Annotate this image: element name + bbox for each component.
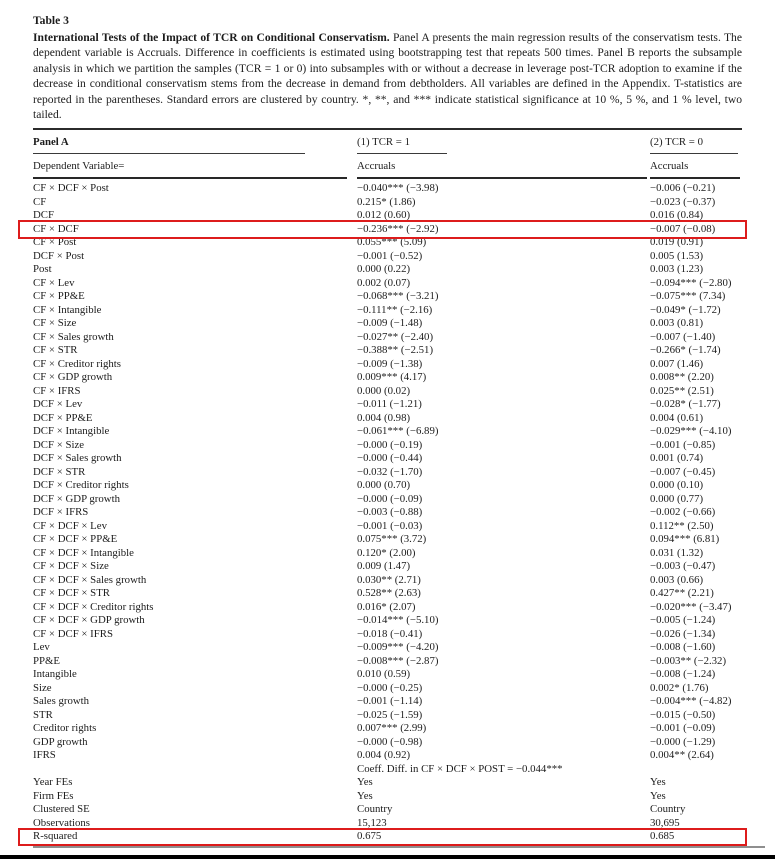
row-label: Intangible (33, 668, 77, 681)
row-value-tcr0: 0.019 (0.91) (650, 236, 704, 249)
table-row (33, 709, 742, 723)
row-label: CF × Intangible (33, 303, 102, 316)
row-value-tcr1: 0.528** (2.63) (357, 587, 421, 600)
row-value-tcr1: Yes (357, 789, 373, 802)
row-value-tcr0: −0.020*** (−3.47) (650, 600, 732, 613)
table-row (33, 668, 742, 682)
row-value-tcr1: 0.007*** (2.99) (357, 722, 427, 735)
row-value-tcr1: −0.009 (−1.38) (357, 357, 423, 370)
row-label: CF × DCF × Creditor rights (33, 600, 154, 613)
depvar-col1-cell (357, 154, 650, 179)
row-label: CF × DCF × Post (33, 182, 109, 195)
row-label: DCF × Size (33, 438, 85, 451)
row-label: IFRS (33, 749, 56, 762)
table-row (33, 506, 742, 520)
row-label: CF × DCF × GDP growth (33, 614, 145, 627)
row-label: CF × DCF × Intangible (33, 546, 134, 559)
table-caption (0, 0, 775, 122)
row-value-tcr1: −0.236*** (−2.92) (357, 222, 439, 235)
row-value-tcr1: −0.388** (−2.51) (357, 344, 434, 357)
row-value-tcr0: −0.007 (−0.08) (650, 222, 716, 235)
row-label: Firm FEs (33, 789, 74, 802)
table-row (33, 304, 742, 318)
table-row (33, 371, 742, 385)
header-cell-tcr1 (357, 129, 650, 154)
row-value-tcr1: 0.009*** (4.17) (357, 371, 427, 384)
row-label: DCF × Sales growth (33, 452, 122, 465)
table-row (33, 277, 742, 291)
row-value-tcr0: 0.003 (1.23) (650, 263, 704, 276)
row-label: CF × Sales growth (33, 330, 114, 343)
row-value-tcr1: 0.004 (0.98) (357, 411, 411, 424)
table-label: Table 3 (33, 14, 69, 27)
row-value-tcr0: −0.001 (−0.85) (650, 438, 716, 451)
row-value-tcr1: 15,123 (357, 816, 387, 829)
row-label: Year FEs (33, 776, 73, 789)
row-value-tcr0: 0.031 (1.32) (650, 546, 704, 559)
row-value-tcr1: 0.000 (0.22) (357, 263, 411, 276)
row-value-tcr0: −0.007 (−1.40) (650, 330, 716, 343)
table-row (33, 452, 742, 466)
row-value-tcr1: −0.009*** (−4.20) (357, 641, 439, 654)
row-label: CF (33, 195, 47, 208)
table-row (33, 817, 742, 831)
table-row (33, 398, 742, 412)
table-row (33, 749, 742, 763)
depvar-label-cell (33, 154, 357, 179)
row-label: DCF × IFRS (33, 506, 89, 519)
table-row (33, 587, 742, 601)
row-value-tcr1: −0.000 (−0.19) (357, 438, 423, 451)
row-label: GDP growth (33, 735, 88, 748)
row-value-tcr1: −0.000 (−0.44) (357, 452, 423, 465)
row-label: CF × DCF × Sales growth (33, 573, 147, 586)
row-value-tcr0: 0.001 (0.74) (650, 452, 704, 465)
table-row (33, 641, 742, 655)
row-value-tcr1: 0.004 (0.92) (357, 749, 411, 762)
table-row (33, 601, 742, 615)
row-label: CF × DCF × STR (33, 587, 110, 600)
table-row (33, 466, 742, 480)
row-value-tcr1: −0.003 (−0.88) (357, 506, 423, 519)
row-value-tcr1: −0.032 (−1.70) (357, 465, 423, 478)
row-label: Lev (33, 641, 50, 654)
row-value-tcr0: 0.005 (1.53) (650, 249, 704, 262)
row-value-tcr0: 0.025** (2.51) (650, 384, 714, 397)
caption-description: Panel A presents the main regression results of the conservatism tests. The dependent variable is Accruals. Difference in coefficients is estimated using bootstrapping test that repeats 500 times. Panel B reports the subsample analysis in which we partition the samples (TCR = 1 or 0) into subsamples with or without a decrease in leverage post-TCR adoption to examine if the decrease in conditional conservatism stems from the decrease in demand from debtholders. All variables are defined in the Appendix. T-statistics are reported in the parentheses. Standard errors are clustered by country. *, **, and *** indicate statistical significance at 10 %, 5 %, and 1 % level, two tailed. (33, 31, 742, 122)
row-value-tcr1: 0.002 (0.07) (357, 276, 411, 289)
row-value-tcr0: 0.000 (0.77) (650, 492, 704, 505)
table-row (33, 682, 742, 696)
table-row (33, 317, 742, 331)
table-row (33, 763, 742, 777)
table-row (33, 331, 742, 345)
table-row (33, 493, 742, 507)
row-value-tcr0: −0.015 (−0.50) (650, 708, 716, 721)
table-row (33, 425, 742, 439)
row-value-tcr1: −0.068*** (−3.21) (357, 290, 439, 303)
row-label: CF × Post (33, 236, 77, 249)
table-row (33, 290, 742, 304)
row-label: DCF × Creditor rights (33, 479, 129, 492)
row-value-tcr1: −0.001 (−0.52) (357, 249, 423, 262)
table-row (33, 385, 742, 399)
row-label: STR (33, 708, 53, 721)
row-value-tcr1: 0.215* (1.86) (357, 195, 416, 208)
table-row (33, 412, 742, 426)
table-row (33, 614, 742, 628)
regression-table (33, 128, 742, 844)
row-label: CF × DCF × PP&E (33, 533, 118, 546)
depvar-col2-cell (650, 154, 742, 179)
caption-title: International Tests of the Impact of TCR on Conditional Conservatism. (33, 31, 390, 44)
regression-table-wrap (33, 128, 775, 848)
row-value-tcr0: Country (650, 803, 686, 816)
table-row (33, 236, 742, 250)
row-value-tcr0: 0.008** (2.20) (650, 371, 714, 384)
row-label: CF × Size (33, 317, 77, 330)
row-label (33, 763, 357, 777)
row-label: CF × GDP growth (33, 371, 113, 384)
header-cell-panel (33, 129, 357, 154)
row-value-tcr0: 0.002* (1.76) (650, 681, 709, 694)
row-label: Clustered SE (33, 803, 90, 816)
row-value-tcr0: 0.427** (2.21) (650, 587, 714, 600)
row-label: CF × Creditor rights (33, 357, 121, 370)
row-value-tcr0: 0.016 (0.84) (650, 209, 704, 222)
row-label: Observations (33, 816, 90, 829)
row-value-tcr0: 0.112** (2.50) (650, 519, 714, 532)
row-value-tcr1: 0.030** (2.71) (357, 573, 421, 586)
row-value-tcr1: −0.000 (−0.25) (357, 681, 423, 694)
row-value-tcr1: 0.120* (2.00) (357, 546, 416, 559)
row-value-tcr1: −0.009 (−1.48) (357, 317, 423, 330)
table-row (33, 250, 742, 264)
row-value-tcr0: 0.000 (0.10) (650, 479, 704, 492)
row-value-tcr0: 30,695 (650, 816, 680, 829)
row-value-tcr0: −0.049* (−1.72) (650, 303, 721, 316)
row-value-tcr1: −0.014*** (−5.10) (357, 614, 439, 627)
caption-text (33, 30, 742, 122)
header-cell-tcr0 (650, 129, 742, 154)
table-row (33, 196, 742, 210)
row-value-tcr1: −0.001 (−0.03) (357, 519, 423, 532)
row-value-tcr0: 0.003 (0.66) (650, 573, 704, 586)
column-1-header: (1) TCR = 1 (357, 136, 410, 149)
row-value-tcr1: 0.012 (0.60) (357, 209, 411, 222)
row-value-tcr1: 0.009 (1.47) (357, 560, 411, 573)
row-value-tcr0: −0.002 (−0.66) (650, 506, 716, 519)
table-row (33, 695, 742, 709)
table-row (33, 776, 742, 790)
row-label: DCF × Intangible (33, 425, 110, 438)
table-row (33, 520, 742, 534)
row-value-tcr1: 0.675 (357, 830, 382, 843)
table-row (33, 209, 742, 223)
row-value-tcr0 (650, 763, 742, 777)
row-value-tcr0: −0.028* (−1.77) (650, 398, 721, 411)
row-value-tcr0: −0.008 (−1.60) (650, 641, 716, 654)
row-label: CF × Lev (33, 276, 75, 289)
row-label: CF × DCF × Lev (33, 519, 107, 532)
row-label: DCF × Lev (33, 398, 83, 411)
row-value-tcr1: 0.055*** (5.09) (357, 236, 427, 249)
row-value-tcr1: Country (357, 803, 393, 816)
table-row (33, 223, 742, 237)
row-value-tcr1: Coeff. Diff. in CF × DCF × POST = −0.044*** (357, 762, 563, 775)
row-value-tcr0: 0.003 (0.81) (650, 317, 704, 330)
table-row (33, 533, 742, 547)
row-value-tcr1: −0.040*** (−3.98) (357, 182, 439, 195)
row-label: CF × IFRS (33, 384, 81, 397)
row-label: Creditor rights (33, 722, 97, 735)
header-row-depvar (33, 154, 742, 179)
depvar-col2: Accruals (650, 160, 689, 173)
row-value-tcr0: −0.008 (−1.24) (650, 668, 716, 681)
table-bottom-rule (33, 846, 765, 848)
row-label: CF × DCF × IFRS (33, 627, 113, 640)
row-value-tcr1: 0.000 (0.70) (357, 479, 411, 492)
table-row (33, 790, 742, 804)
row-value-tcr1: 0.000 (0.02) (357, 384, 411, 397)
row-value-tcr1: 0.010 (0.59) (357, 668, 411, 681)
row-value-tcr1: −0.025 (−1.59) (357, 708, 423, 721)
depvar-label: Dependent Variable= (33, 160, 125, 173)
row-value-tcr0: 0.004 (0.61) (650, 411, 704, 424)
row-value-tcr1: −0.011 (−1.21) (357, 398, 422, 411)
row-value-tcr0: 0.094*** (6.81) (650, 533, 720, 546)
row-label: DCF × PP&E (33, 411, 93, 424)
table-row (33, 263, 742, 277)
row-value-tcr1: −0.000 (−0.98) (357, 735, 423, 748)
row-value-tcr0: −0.023 (−0.37) (650, 195, 716, 208)
row-label: DCF (33, 209, 55, 222)
table-body (33, 179, 742, 844)
row-value-tcr0: −0.094*** (−2.80) (650, 276, 732, 289)
table-row (33, 722, 742, 736)
row-value-tcr0: −0.000 (−1.29) (650, 735, 716, 748)
row-value-tcr1: −0.061*** (−6.89) (357, 425, 439, 438)
row-label: DCF × STR (33, 465, 86, 478)
row-value-tcr0: −0.001 (−0.09) (650, 722, 716, 735)
row-label: CF × DCF × Size (33, 560, 109, 573)
row-value-tcr1: −0.000 (−0.09) (357, 492, 423, 505)
row-label: Post (33, 263, 52, 276)
row-value-tcr0: −0.266* (−1.74) (650, 344, 721, 357)
header-row-panel (33, 129, 742, 154)
row-value-tcr0: Yes (650, 789, 666, 802)
table-row (33, 830, 742, 844)
table-row (33, 803, 742, 817)
row-value-tcr0: −0.026 (−1.34) (650, 627, 716, 640)
table-row (33, 439, 742, 453)
row-label: DCF × Post (33, 249, 85, 262)
row-value-tcr1: Yes (357, 776, 373, 789)
row-label: PP&E (33, 654, 61, 667)
table-row (33, 736, 742, 750)
row-label: R-squared (33, 830, 78, 843)
row-value-tcr0: −0.075*** (7.34) (650, 290, 726, 303)
row-value-tcr1: −0.018 (−0.41) (357, 627, 423, 640)
row-value-tcr0: −0.003 (−0.47) (650, 560, 716, 573)
table-row (33, 358, 742, 372)
table-row (33, 479, 742, 493)
row-value-tcr1: −0.027** (−2.40) (357, 330, 434, 343)
row-label: Sales growth (33, 695, 90, 708)
row-value-tcr0: 0.007 (1.46) (650, 357, 704, 370)
row-value-tcr0: Yes (650, 776, 666, 789)
table-row (33, 344, 742, 358)
row-value-tcr0: 0.685 (650, 830, 675, 843)
row-label: CF × STR (33, 344, 78, 357)
row-value-tcr1: 0.075*** (3.72) (357, 533, 427, 546)
page-bottom-border (0, 855, 775, 859)
table-row (33, 655, 742, 669)
table-row (33, 574, 742, 588)
row-value-tcr0: −0.005 (−1.24) (650, 614, 716, 627)
row-value-tcr1: −0.008*** (−2.87) (357, 654, 439, 667)
table-row (33, 628, 742, 642)
row-label: Size (33, 681, 52, 694)
row-value-tcr0: 0.004** (2.64) (650, 749, 714, 762)
table-row (33, 179, 742, 196)
row-label: CF × PP&E (33, 290, 85, 303)
row-value-tcr0: −0.003** (−2.32) (650, 654, 727, 667)
row-value-tcr0: −0.029*** (−4.10) (650, 425, 732, 438)
row-value-tcr1: −0.001 (−1.14) (357, 695, 423, 708)
row-value-tcr1: 0.016* (2.07) (357, 600, 416, 613)
row-label: DCF × GDP growth (33, 492, 120, 505)
table-row (33, 547, 742, 561)
panel-a-label: Panel A (33, 136, 69, 149)
column-2-header: (2) TCR = 0 (650, 136, 703, 149)
row-label: CF × DCF (33, 222, 79, 235)
row-value-tcr0: −0.004*** (−4.82) (650, 695, 732, 708)
row-value-tcr1: −0.111** (−2.16) (357, 303, 433, 316)
row-value-tcr0: −0.006 (−0.21) (650, 182, 716, 195)
table-row (33, 560, 742, 574)
row-value-tcr0: −0.007 (−0.45) (650, 465, 716, 478)
depvar-col1: Accruals (357, 160, 396, 173)
